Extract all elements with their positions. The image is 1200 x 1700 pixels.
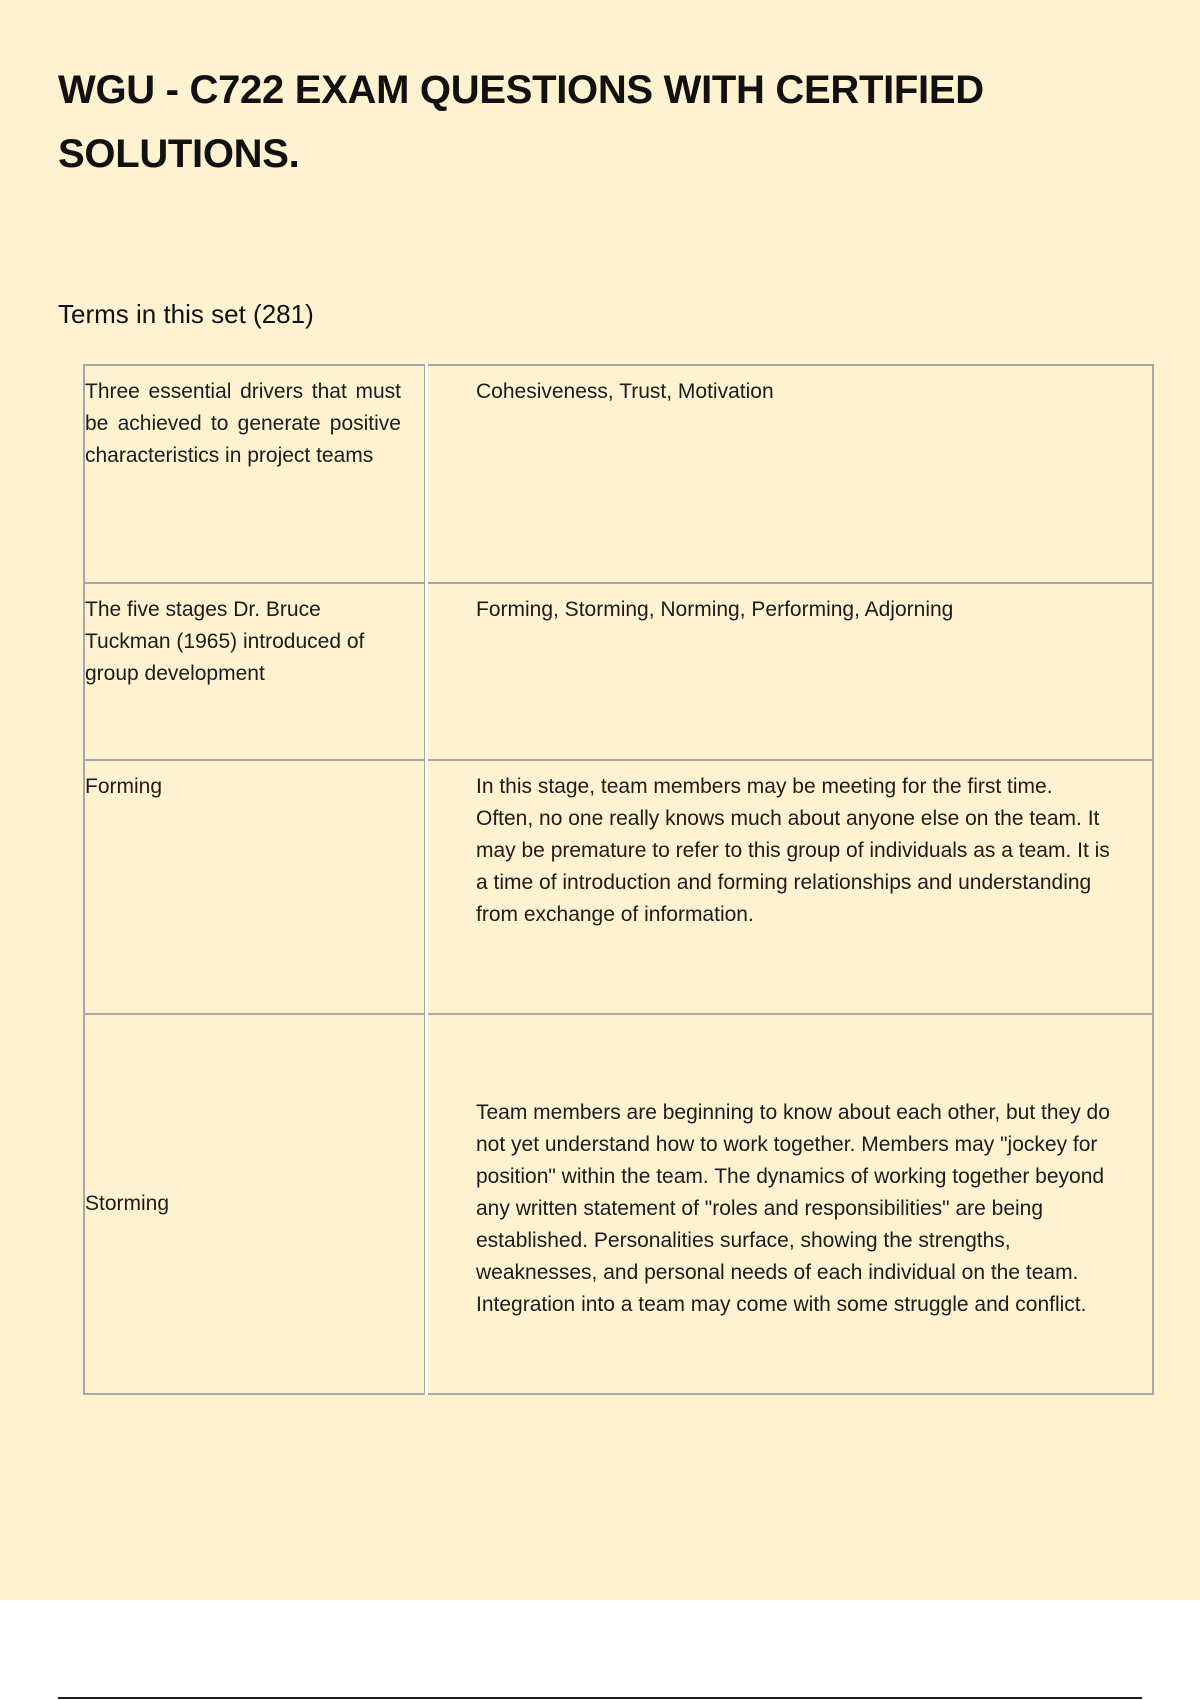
document-title: WGU - C722 EXAM QUESTIONS WITH CERTIFIED SOLUTIONS. (58, 68, 984, 176)
definition-cell: In this stage, team members may be meeting for the first time. Often, no one really knows much about anyone else on the team. It may be premature to refer to this group of individuals as a team. It is a time of introduction and forming relationships and understanding from exchange of information. (427, 760, 1154, 1014)
definition-cell: Team members are beginning to know about each other, but they do not yet understand how to work together. Members may "jockey for position" within the team. The dynamics of working together beyond any written statement of "roles and responsibilities" are being established. Personalities surface, showing the strengths, weaknesses, and personal needs of each individual on the team. Integration into a team may come with some struggle and conflict. (427, 1014, 1154, 1394)
table-row (84, 1014, 1153, 1394)
terms-count-heading: Terms in this set (281) (58, 299, 314, 329)
terms-table (83, 364, 1154, 1395)
term-cell: The five stages Dr. Bruce Tuckman (1965) introduced of group development (84, 583, 427, 760)
footer-divider (58, 1697, 1142, 1699)
table-row (84, 583, 1153, 760)
term-cell: Three essential drivers that must be achieved to generate positive characteristics in project teams (84, 365, 427, 583)
definition-cell: Forming, Storming, Norming, Performing, Adjorning (427, 583, 1154, 760)
table-row (84, 365, 1153, 583)
term-cell: Storming (84, 1014, 427, 1394)
definition-cell: Cohesiveness, Trust, Motivation (427, 365, 1154, 583)
term-cell: Forming (84, 760, 427, 1014)
table-row (84, 760, 1153, 1014)
